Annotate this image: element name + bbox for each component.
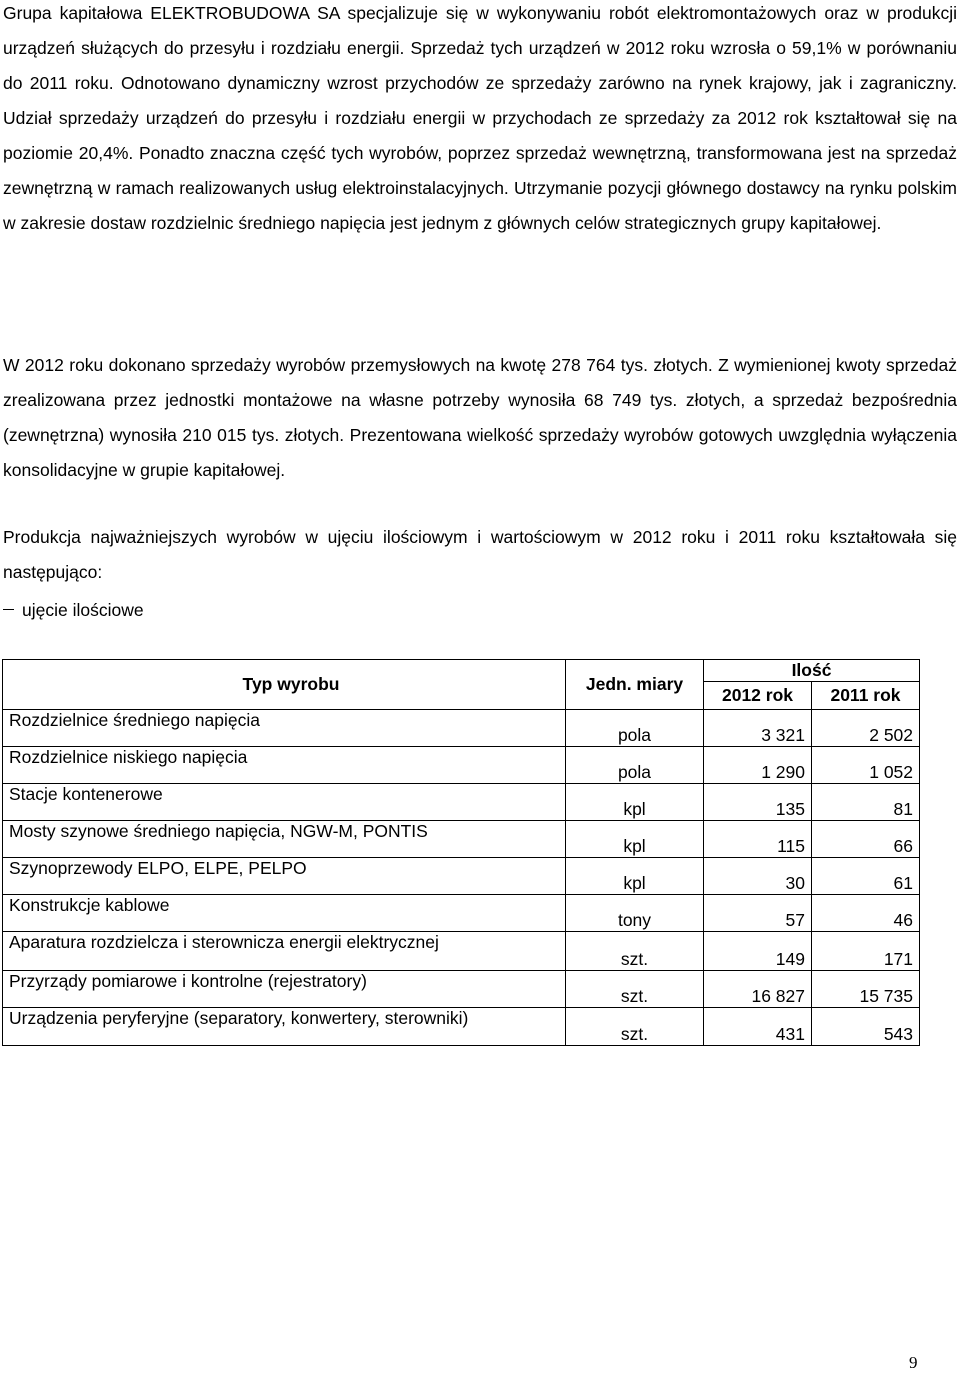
row-unit: szt. bbox=[566, 932, 704, 971]
header-unit: Jedn. miary bbox=[566, 660, 704, 710]
row-value-2011: 15 735 bbox=[812, 971, 920, 1008]
production-table bbox=[2, 659, 920, 1046]
row-value-2012: 30 bbox=[704, 858, 812, 895]
row-value-2011: 2 502 bbox=[812, 710, 920, 747]
intro-paragraph: Grupa kapitałowa ELEKTROBUDOWA SA specjalizuje się w wykonywaniu robót elektromontażowych oraz w produkcji urządzeń służących do przesyłu i rozdziału energii. Sprzedaż tych urządzeń w 2012 roku wzrosła o 59,1% w porównaniu do 2011 roku. Odnotowano dynamiczny wzrost przychodów ze sprzedaży zarówno na rynek krajowy, jak i zagraniczny. Udział sprzedaży urządzeń do przesyłu i rozdziału energii w przychodach ze sprzedaży za 2012 rok kształtował się na poziomie 20,4%. Ponadto znaczna część tych wyrobów, poprzez sprzedaż wewnętrzną, transformowana jest na sprzedaż zewnętrzną w ramach realizowanych usług elektroinstalacyjnych. Utrzymanie pozycji głównego dostawcy na rynku polskim w zakresie dostaw rozdzielnic średniego napięcia jest jednym z głównych celów strategicznych grupy kapitałowej. bbox=[3, 3, 957, 233]
table-row bbox=[3, 821, 920, 858]
row-name: Konstrukcje kablowe bbox=[3, 895, 566, 932]
table-row bbox=[3, 710, 920, 747]
row-name: Przyrządy pomiarowe i kontrolne (rejestratory) bbox=[3, 971, 566, 1008]
table-row bbox=[3, 747, 920, 784]
row-name: Szynoprzewody ELPO, ELPE, PELPO bbox=[3, 858, 566, 895]
row-name: Mosty szynowe średniego napięcia, NGW-M, PONTIS bbox=[3, 821, 566, 858]
row-value-2012: 115 bbox=[704, 821, 812, 858]
page-number: 9 bbox=[909, 1353, 918, 1372]
row-value-2012: 3 321 bbox=[704, 710, 812, 747]
row-unit: kpl bbox=[566, 858, 704, 895]
row-value-2011: 81 bbox=[812, 784, 920, 821]
row-value-2011: 66 bbox=[812, 821, 920, 858]
row-value-2012: 16 827 bbox=[704, 971, 812, 1008]
row-value-2011: 543 bbox=[812, 1008, 920, 1046]
row-value-2011: 171 bbox=[812, 932, 920, 971]
row-value-2012: 57 bbox=[704, 895, 812, 932]
sales-paragraph: W 2012 roku dokonano sprzedaży wyrobów przemysłowych na kwotę 278 764 tys. złotych. Z wymienionej kwoty sprzedaż zrealizowana przez jednostki montażowe na własne potrzeby wynosiła 68 749 tys. złotych, a sprzedaż bezpośrednia (zewnętrzna) wynosiła 210 015 tys. złotych. Prezentowana wielkość sprzedaży wyrobów gotowych uwzględnia wyłączenia konsolidacyjne w grupie kapitałowej. bbox=[3, 355, 957, 480]
row-unit: kpl bbox=[566, 784, 704, 821]
row-value-2012: 431 bbox=[704, 1008, 812, 1046]
header-2012: 2012 rok bbox=[704, 682, 812, 710]
row-value-2011: 61 bbox=[812, 858, 920, 895]
header-type: Typ wyrobu bbox=[3, 660, 566, 710]
table-row bbox=[3, 971, 920, 1008]
header-2011: 2011 rok bbox=[812, 682, 920, 710]
row-value-2011: 1 052 bbox=[812, 747, 920, 784]
row-name: Rozdzielnice średniego napięcia bbox=[3, 710, 566, 747]
row-unit: tony bbox=[566, 895, 704, 932]
header-quantity: Ilość bbox=[704, 660, 920, 682]
row-unit: pola bbox=[566, 747, 704, 784]
bullet-item bbox=[3, 593, 144, 628]
row-unit: kpl bbox=[566, 821, 704, 858]
row-name: Aparatura rozdzielcza i sterownicza energii elektrycznej bbox=[3, 932, 566, 971]
row-unit: szt. bbox=[566, 1008, 704, 1046]
dash-bullet-icon bbox=[3, 593, 22, 628]
table-row bbox=[3, 858, 920, 895]
bullet-text: ujęcie ilościowe bbox=[22, 600, 144, 620]
row-name: Stacje kontenerowe bbox=[3, 784, 566, 821]
row-value-2012: 149 bbox=[704, 932, 812, 971]
row-unit: szt. bbox=[566, 971, 704, 1008]
row-value-2012: 135 bbox=[704, 784, 812, 821]
row-name: Rozdzielnice niskiego napięcia bbox=[3, 747, 566, 784]
row-unit: pola bbox=[566, 710, 704, 747]
table-row bbox=[3, 784, 920, 821]
row-value-2011: 46 bbox=[812, 895, 920, 932]
table-row bbox=[3, 895, 920, 932]
production-paragraph: Produkcja najważniejszych wyrobów w ujęciu ilościowym i wartościowym w 2012 roku i 2011 roku kształtowała się następująco: bbox=[3, 527, 957, 582]
row-name: Urządzenia peryferyjne (separatory, konwertery, sterowniki) bbox=[3, 1008, 566, 1046]
row-value-2012: 1 290 bbox=[704, 747, 812, 784]
table-row bbox=[3, 932, 920, 971]
table-row bbox=[3, 1008, 920, 1046]
